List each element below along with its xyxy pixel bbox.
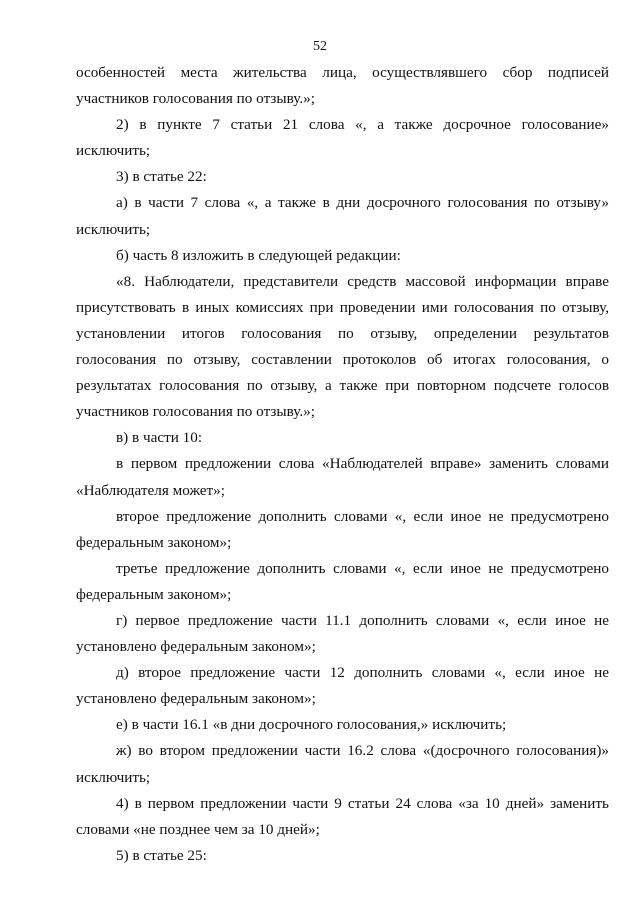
paragraph: в) в части 10: [116,429,203,447]
paragraph: второе предложение дополнить словами «, если иное не предусмотрено федеральным законом»; [76,507,609,551]
paragraph: д) второе предложение части 12 дополнить словами «, если иное не установлено федеральным законом»; [76,664,609,708]
paragraph: а) в части 7 слова «, а также в дни досрочного голосования по отзыву» исключить; [76,194,609,238]
paragraph: 3) в статье 22: [116,168,207,186]
paragraph: 4) в первом предложении части 9 статьи 24 слова «за 10 дней» заменить словами «не позднее чем за 10 дней»; [76,794,609,838]
document-body [76,60,609,869]
paragraph: ж) во втором предложении части 16.2 слова «(досрочного голосования)» исключить; [76,742,609,786]
paragraph: 2) в пункте 7 статьи 21 слова «, а также досрочное голосование» исключить; [76,116,609,160]
paragraph: б) часть 8 изложить в следующей редакции: [116,246,401,264]
paragraph: г) первое предложение части 11.1 дополнить словами «, если иное не установлено федеральным законом»; [76,611,609,656]
paragraph: особенностей места жительства лица, осуществлявшего сбор подписей участников голосования по отзыву.»; [76,64,609,108]
paragraph: е) в части 16.1 «в дни досрочного голосования,» исключить; [116,716,507,734]
paragraph: третье предложение дополнить словами «, если иное не предусмотрено федеральным законом»; [76,559,609,603]
page-number: 52 [313,39,327,54]
paragraph: «8. Наблюдатели, представители средств массовой информации вправе присутствовать в иных комиссиях при проведении ими голосования по отзыву, установлении итогов голосования по отзыву, определении результатов голосования по отзыву, составлении протоколов об итогах голосования, о результатах голосования по отзыву, а также при повторном подсчете голосов участников голосования по отзыву.»; [76,272,609,421]
paragraph: 5) в статье 25: [116,846,207,864]
paragraph: в первом предложении слова «Наблюдателей вправе» заменить словами «Наблюдателя может»; [76,455,609,499]
